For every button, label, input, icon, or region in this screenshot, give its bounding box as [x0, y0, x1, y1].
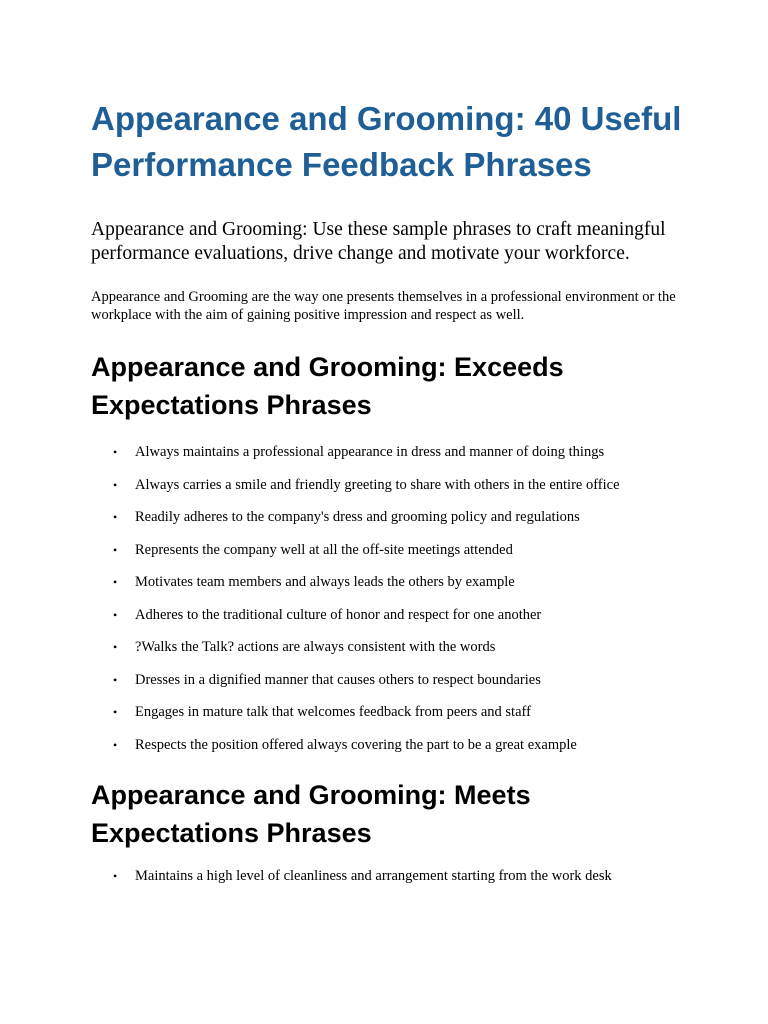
- list-item-text: Engages in mature talk that welcomes feedback from peers and staff: [135, 704, 531, 720]
- bullet-icon: •: [113, 868, 118, 883]
- document-page: [91, 96, 691, 885]
- list-item-text: Readily adheres to the company's dress and grooming policy and regulations: [135, 509, 580, 525]
- phrase-list-meets: [91, 868, 691, 885]
- list-item-text: Represents the company well at all the off-site meetings attended: [135, 541, 513, 558]
- list-item: [91, 704, 691, 721]
- phrase-list-exceeds: [91, 444, 691, 754]
- bullet-icon: •: [113, 672, 118, 687]
- bullet-icon: •: [113, 575, 118, 589]
- list-item: [91, 574, 691, 591]
- bullet-icon: •: [113, 640, 118, 654]
- list-item-text: Adheres to the traditional culture of honor and respect for one another: [135, 606, 542, 623]
- bullet-icon: •: [113, 705, 118, 719]
- bullet-icon: •: [113, 510, 118, 524]
- list-item: [91, 737, 691, 754]
- list-item: [91, 639, 691, 656]
- list-item: [91, 868, 691, 885]
- section-heading-exceeds: Appearance and Grooming: Exceeds Expectations Phrases: [91, 352, 564, 420]
- list-item: [91, 672, 691, 689]
- list-item-text: Always carries a smile and friendly greeting to share with others in the entire office: [135, 476, 620, 493]
- list-item: [91, 509, 691, 526]
- list-item: [91, 477, 691, 494]
- list-item-text: Dresses in a dignified manner that causes others to respect boundaries: [135, 671, 541, 688]
- bullet-icon: •: [113, 542, 118, 557]
- bullet-icon: •: [113, 477, 118, 492]
- list-item: [91, 607, 691, 624]
- list-item: [91, 444, 691, 461]
- bullet-icon: •: [113, 607, 118, 622]
- lede-paragraph: Appearance and Grooming: Use these sample phrases to craft meaningful performance evaluations, drive change and motivate your workforce.: [91, 219, 666, 264]
- list-item-text: Always maintains a professional appearance in dress and manner of doing things: [135, 444, 605, 460]
- bullet-icon: •: [113, 445, 118, 459]
- list-item-text: Respects the position offered always covering the part to be a great example: [135, 736, 577, 753]
- intro-paragraph: Appearance and Grooming are the way one presents themselves in a professional environment or the workplace with the aim of gaining positive impression and respect as well.: [91, 289, 676, 323]
- list-item: [91, 542, 691, 559]
- page-title: Appearance and Grooming: 40 Useful Performance Feedback Phrases: [91, 100, 682, 183]
- list-item-text: ?Walks the Talk? actions are always consistent with the words: [135, 639, 496, 655]
- list-item-text: Maintains a high level of cleanliness and arrangement starting from the work desk: [135, 867, 612, 884]
- section-heading-meets: Appearance and Grooming: Meets Expectations Phrases: [91, 779, 531, 848]
- bullet-icon: •: [113, 737, 118, 752]
- list-item-text: Motivates team members and always leads the others by example: [135, 574, 515, 590]
